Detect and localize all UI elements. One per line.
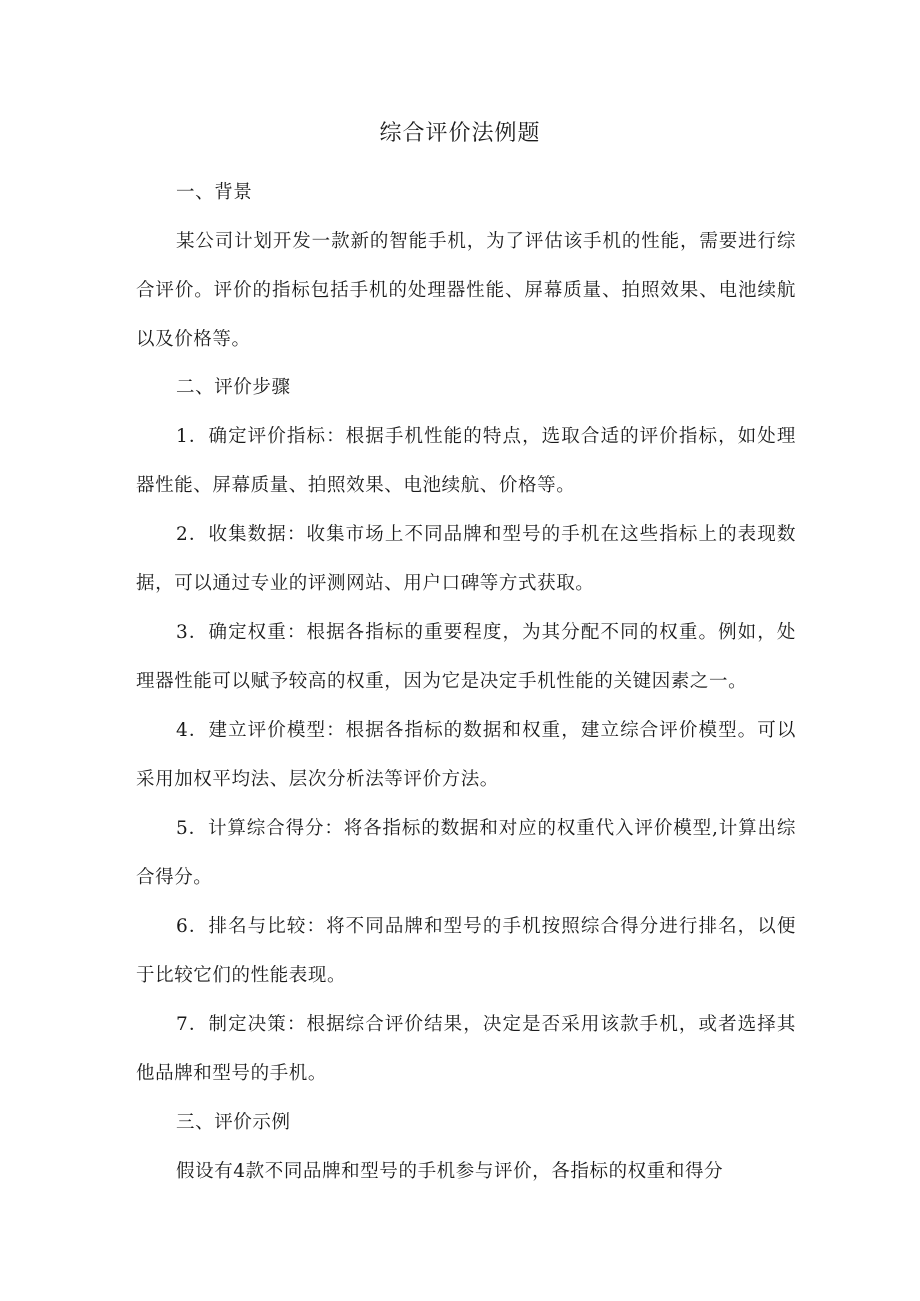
section-heading-steps: 二、评价步骤 bbox=[176, 377, 291, 398]
paragraph-step-1: 1．确定评价指标：根据手机性能的特点，选取合适的评价指标，如处理器性能、屏幕质量、拍照效果、电池续航、价格等。 bbox=[136, 426, 796, 496]
paragraph-step-4: 4．建立评价模型：根据各指标的数据和权重，建立综合评价模型。可以采用加权平均法、层次分析法等评价方法。 bbox=[136, 720, 796, 790]
paragraph-step-3: 3．确定权重：根据各指标的重要程度，为其分配不同的权重。例如，处理器性能可以赋予较高的权重，因为它是决定手机性能的关键因素之一。 bbox=[136, 622, 796, 692]
section-heading-example: 三、评价示例 bbox=[176, 1112, 291, 1133]
section-heading-background: 一、背景 bbox=[176, 182, 253, 203]
paragraph-step-7: 7．制定决策：根据综合评价结果，决定是否采用该款手机，或者选择其他品牌和型号的手机。 bbox=[136, 1014, 796, 1084]
paragraph-step-5: 5．计算综合得分：将各指标的数据和对应的权重代入评价模型,计算出综合得分。 bbox=[136, 818, 796, 888]
paragraph-step-2: 2．收集数据：收集市场上不同品牌和型号的手机在这些指标上的表现数据，可以通过专业的评测网站、用户口碑等方式获取。 bbox=[136, 524, 796, 594]
paragraph-step-6: 6．排名与比较：将不同品牌和型号的手机按照综合得分进行排名，以便于比较它们的性能表现。 bbox=[136, 916, 796, 986]
paragraph-background: 某公司计划开发一款新的智能手机，为了评估该手机的性能，需要进行综合评价。评价的指标包括手机的处理器性能、屏幕质量、拍照效果、电池续航以及价格等。 bbox=[136, 231, 796, 350]
document-title: 综合评价法例题 bbox=[379, 121, 541, 146]
paragraph-example: 假设有4款不同品牌和型号的手机参与评价，各指标的权重和得分 bbox=[176, 1161, 724, 1182]
